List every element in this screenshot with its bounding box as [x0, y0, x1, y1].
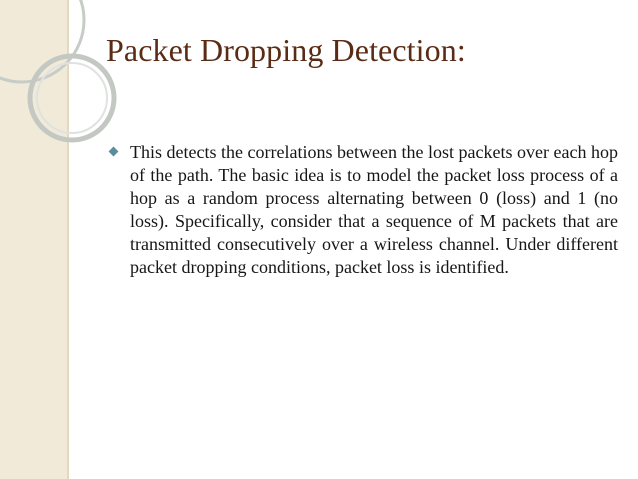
- decorative-ring-small: [30, 56, 114, 140]
- decorative-rings: [0, 0, 130, 150]
- slide-content: [110, 141, 618, 279]
- bullet-icon: [109, 147, 119, 157]
- slide-title: Packet Dropping Detection:: [106, 32, 466, 68]
- decorative-ring-inner: [37, 63, 107, 133]
- bullet-text: This detects the correlations between the lost packets over each hop of the path. The basic idea is to model the packet loss process of a hop as a random process alternating between 0 (loss) and 1 (no loss). Specifically, consider that a sequence of M packets that are transmitted consecutively over a wireless channel. Under different packet dropping conditions, packet loss is identified.: [130, 142, 618, 277]
